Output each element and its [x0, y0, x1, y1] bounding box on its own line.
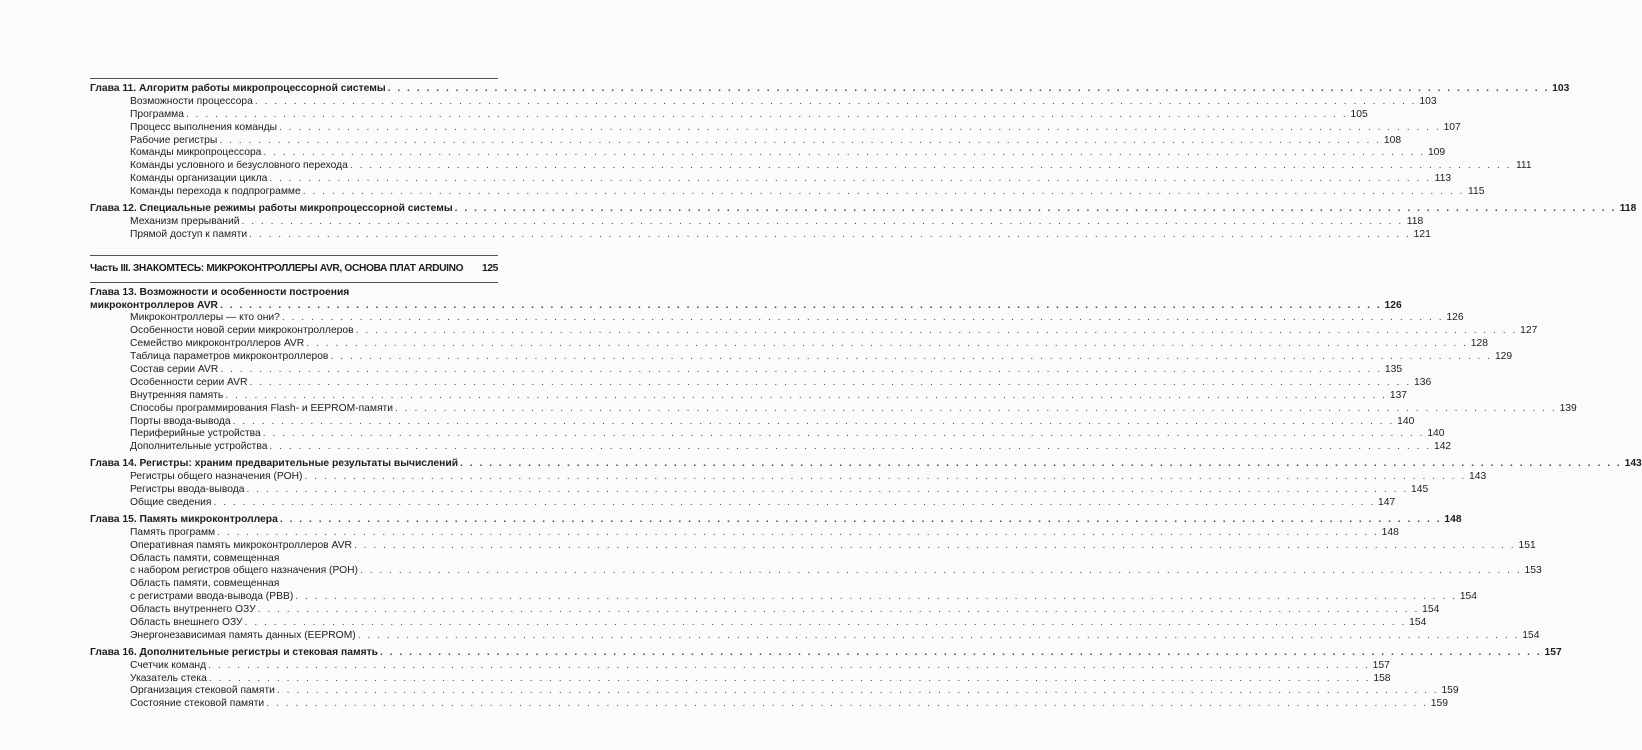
- toc-section[interactable]: [90, 186, 1485, 199]
- toc-section[interactable]: [90, 325, 1538, 338]
- leader-dots: . . . . . . . . . . . . . . . . . . . . . . . . . . . . . . . . . . . . . . . . . . . . . . . . . . . . . . . . . . . . . . . . . . . . . . . . . . . . . . . . . . . . . . . . . . . . . . . . . . . . . . . . . . . . . . . . . . . . . . . .: [395, 402, 1557, 414]
- toc-section[interactable]: [90, 578, 498, 591]
- toc-title: Счетчик команд: [130, 659, 207, 671]
- page-number: 127: [1520, 325, 1538, 337]
- toc-section[interactable]: [90, 496, 1396, 510]
- toc-title: Состав серии AVR: [130, 364, 219, 376]
- page-number: 153: [1524, 565, 1542, 577]
- leader-dots: . . . . . . . . . . . . . . . . . . . . . . . . . . . . . . . . . . . . . . . . . . . . . . . . . . . . . . . . . . . . . . . . . . . . . . . . . . . . . . . . . . . . . . . . . . . . . . . . . . . . . . . . . . . . . . . . . . . . . . . .: [266, 698, 1428, 710]
- leader-dots: . . . . . . . . . . . . . . . . . . . . . . . . . . . . . . . . . . . . . . . . . . . . . . . . . . . . . . . . . . . . . . . . . . . . . . . . . . . . . . . . . . . . . . . . . . . . . . . . . . . . . . . . . . . . . . . . . . . . . . . .: [269, 173, 1432, 185]
- toc-section[interactable]: [90, 672, 1391, 686]
- toc-title: Команды организации цикла: [130, 173, 268, 185]
- page-number: 139: [1559, 402, 1577, 414]
- page-number: 159: [1441, 685, 1459, 697]
- toc-title: Прямой доступ к памяти: [130, 228, 248, 240]
- toc-section[interactable]: [90, 428, 1445, 441]
- toc-title: Указатель стека: [130, 672, 207, 684]
- toc-title: Команды условного и безусловного перехода: [130, 160, 348, 172]
- leader-dots: . . . . . . . . . . . . . . . . . . . . . . . . . . . . . . . . . . . . . . . . . . . . . . . . . . . . . . . . . . . . . . . . . . . . . . . . . . . . . . . . . . . . . . . . . . . . . . . . . . . . . . . . . . . . . . . . . . . . . . . .: [460, 458, 1622, 470]
- leader-dots: . . . . . . . . . . . . . . . . . . . . . . . . . . . . . . . . . . . . . . . . . . . . . . . . . . . . . . . . . . . . . . . . . . . . . . . . . . . . . . . . . . . . . . . . . . . . . . . . . . . . . . . . . . . . . . . . . . . . . . . .: [454, 203, 1617, 215]
- leader-dots: . . . . . . . . . . . . . . . . . . . . . . . . . . . . . . . . . . . . . . . . . . . . . . . . . . . . . . . . . . . . . . . . . . . . . . . . . . . . . . . . . . . . . . . . . . . . . . . . . . . . . . . . . . . . . . . . . . . . . . . .: [225, 389, 1388, 401]
- page-number: 111: [1515, 160, 1532, 172]
- page-number: 159: [1430, 698, 1448, 710]
- toc-title: Область внешнего ОЗУ: [130, 616, 243, 628]
- toc-section[interactable]: [90, 604, 1440, 617]
- toc-section[interactable]: [90, 134, 1402, 148]
- leader-dots: . . . . . . . . . . . . . . . . . . . . . . . . . . . . . . . . . . . . . . . . . . . . . . . . . . . . . . . . . . . . . . . . . . . . . . . . . . . . . . . . . . . . . . . . . . . . . . . . . . . . . . . . . . . . . . . . . . . . . . . .: [379, 646, 1542, 658]
- toc-title: Регистры общего назначения (РОН): [130, 471, 303, 483]
- leader-dots: . . . . . . . . . . . . . . . . . . . . . . . . . . . . . . . . . . . . . . . . . . . . . . . . . . . . . . . . . . . . . . . . . . . . . . . . . . . . . . . . . . . . . . . . . . . . . . . . . . . . . . . . . . . . . . . . . . . . . . . .: [208, 672, 1371, 684]
- toc-title: Энергонезависимая память данных (EEPROM): [130, 629, 356, 641]
- page-number: 103: [1419, 95, 1437, 107]
- toc-title: Оперативная память микроконтроллеров AVR: [130, 539, 352, 551]
- page-number: 143: [1624, 458, 1642, 470]
- toc-title: Механизм прерываний: [130, 215, 240, 227]
- page-number: 121: [1413, 228, 1431, 240]
- toc-title: Область внутреннего ОЗУ: [130, 604, 256, 616]
- leader-dots: . . . . . . . . . . . . . . . . . . . . . . . . . . . . . . . . . . . . . . . . . . . . . . . . . . . . . . . . . . . . . . . . . . . . . . . . . . . . . . . . . . . . . . . . . . . . . . . . . . . . . . . . . . . . . . . . . . . . . . . .: [387, 83, 1550, 94]
- page-number: 126: [1446, 312, 1464, 324]
- leader-dots: . . . . . . . . . . . . . . . . . . . . . . . . . . . . . . . . . . . . . . . . . . . . . . . . . . . . . . . . . . . . . . . . . . . . . . . . . . . . . . . . . . . . . . . . . . . . . . . . . . . . . . . . . . . . . . . . . . . . . . . .: [304, 471, 1467, 483]
- toc-title: Состояние стековой памяти: [130, 698, 265, 710]
- toc-title: Команды перехода к подпрограмме: [130, 186, 301, 198]
- toc-section[interactable]: [90, 108, 1368, 122]
- toc-section[interactable]: [90, 539, 1536, 553]
- leader-dots: . . . . . . . . . . . . . . . . . . . . . . . . . . . . . . . . . . . . . . . . . . . . . . . . . . . . . . . . . . . . . . . . . . . . . . . . . . . . . . . . . . . . . . . . . . . . . . . . . . . . . . . . . . . . . . . . . . . . . . . .: [208, 659, 1370, 671]
- toc-section[interactable]: [90, 312, 1464, 325]
- toc-part[interactable]: [90, 262, 498, 276]
- toc-title: Семейство микроконтроллеров AVR: [130, 338, 305, 350]
- toc-section[interactable]: [90, 616, 1427, 630]
- leader-dots: . . . . . . . . . . . . . . . . . . . . . . . . . . . . . . . . . . . . . . . . . . . . . . . . . . . . . . . . . . . . . . . . . . . . . . . . . . . . . . . . . . . . . . . . . . . . . . . . . . . . . . . . . . . . . . . . . . . . . . . .: [279, 121, 1441, 133]
- table-of-contents: [90, 78, 1642, 711]
- toc-section[interactable]: [90, 553, 498, 566]
- leader-dots: . . . . . . . . . . . . . . . . . . . . . . . . . . . . . . . . . . . . . . . . . . . . . . . . . . . . . . . . . . . . . . . . . . . . . . . . . . . . . . . . . . . . . . . . . . . . . . . . . . . . . . . . . . . . . . . . . . . . . . . .: [276, 685, 1439, 697]
- page-number: 118: [1619, 203, 1637, 215]
- page-number: 140: [1397, 415, 1415, 427]
- toc-chapter[interactable]: [90, 299, 1402, 313]
- leader-dots: . . . . . . . . . . . . . . . . . . . . . . . . . . . . . . . . . . . . . . . . . . . . . . . . . . . . . . . . . . . . . . . . . . . . . . . . . . . . . . . . . . . . . . . . . . . . . . . . . . . . . . . . . . . . . . . . . . . . . . . .: [220, 299, 1382, 311]
- page-number: 137: [1389, 389, 1408, 401]
- page-number: 140: [1427, 428, 1445, 440]
- toc-title: Организация стековой памяти: [130, 685, 275, 697]
- toc-section[interactable]: [90, 526, 1399, 540]
- toc-section[interactable]: [90, 441, 1452, 454]
- toc-chapter[interactable]: [90, 287, 498, 300]
- leader-dots: . . . . . . . . . . . . . . . . . . . . . . . . . . . . . . . . . . . . . . . . . . . . . . . . . . . . . . . . . . . . . . . . . . . . . . . . . . . . . . . . . . . . . . . . . . . . . . . . . . . . . . . . . . . . . . . . . . . . . . . .: [360, 565, 1522, 577]
- toc-section[interactable]: [90, 389, 1408, 403]
- toc-section[interactable]: [90, 147, 1446, 160]
- page-number: 125: [482, 262, 498, 274]
- leader-dots: . . . . . . . . . . . . . . . . . . . . . . . . . . . . . . . . . . . . . . . . . . . . . . . . . . . . . . . . . . . . . . . . . . . . . . . . . . . . . . . . . . . . . . . . . . . . . . . . . . . . . . . . . . . . . . . . . . . . . . . .: [257, 604, 1420, 616]
- page-number: 118: [1406, 215, 1424, 227]
- toc-title: Особенности новой серии микроконтроллеров: [130, 325, 354, 337]
- page-number: 108: [1383, 134, 1402, 146]
- page-number: 143: [1469, 471, 1487, 483]
- toc-section[interactable]: [90, 215, 1424, 229]
- toc-title: Периферийные устройства: [130, 428, 261, 440]
- toc-title: Возможности процессора: [130, 95, 253, 107]
- toc-title: Таблица параметров микроконтроллеров: [130, 351, 329, 363]
- toc-section[interactable]: [90, 471, 1487, 484]
- page-number: 135: [1384, 364, 1403, 376]
- leader-dots: . . . . . . . . . . . . . . . . . . . . . . . . . . . . . . . . . . . . . . . . . . . . . . . . . . . . . . . . . . . . . . . . . . . . . . . . . . . . . . . . . . . . . . . . . . . . . . . . . . . . . . . . . . . . . . . . . . . . . . . .: [357, 629, 1520, 641]
- toc-chapter[interactable]: [90, 513, 1462, 527]
- leader-dots: . . . . . . . . . . . . . . . . . . . . . . . . . . . . . . . . . . . . . . . . . . . . . . . . . . . . . . . . . . . . . . . . . . . . . . . . . . . . . . . . . . . . . . . . . . . . . . . . . . . . . . . . . . . . . . . . . . . . . . . .: [353, 539, 1516, 551]
- leader-dots: . . . . . . . . . . . . . . . . . . . . . . . . . . . . . . . . . . . . . . . . . . . . . . . . . . . . . . . . . . . . . . . . . . . . . . . . . . . . . . . . . . . . . . . . . . . . . . . . . . . . . . . . . . . . . . . . . . . . . . . .: [241, 215, 1404, 227]
- page-number: 147: [1378, 496, 1396, 508]
- toc-title: Глава 15. Память микроконтроллера: [90, 513, 278, 525]
- page-number: 142: [1433, 441, 1452, 453]
- page-number: 154: [1409, 616, 1427, 628]
- toc-title: Глава 11. Алгоритм работы микропроцессорной системы: [90, 83, 386, 94]
- page-number: 128: [1470, 338, 1488, 350]
- page-number: 109: [1427, 147, 1446, 159]
- page-number: 113: [1434, 173, 1452, 185]
- toc-section[interactable]: [90, 351, 1513, 364]
- toc-section[interactable]: [90, 95, 1437, 109]
- toc-section[interactable]: [90, 415, 1415, 429]
- toc-title: Регистры ввода-вывода: [130, 484, 245, 496]
- leader-dots: . . . . . . . . . . . . . . . . . . . . . . . . . . . . . . . . . . . . . . . . . . . . . . . . . . . . . . . . . . . . . . . . . . . . . . . . . . . . . . . . . . . . . . . . . . . . . . . . . . . . . . . . . . . . . . . . . . . . . . . .: [355, 325, 1518, 337]
- leader-dots: . . . . . . . . . . . . . . . . . . . . . . . . . . . . . . . . . . . . . . . . . . . . . . . . . . . . . . . . . . . . . . . . . . . . . . . . . . . . . . . . . . . . . . . . . . . . . . . . . . . . . . . . . . . . . . . . . . . . . . . .: [217, 526, 1379, 538]
- page-number: 107: [1443, 121, 1461, 133]
- page-number: 157: [1372, 659, 1390, 671]
- page-number: 145: [1411, 484, 1429, 496]
- toc-title: Микроконтроллеры — кто они?: [130, 312, 280, 324]
- leader-dots: . . . . . . . . . . . . . . . . . . . . . . . . . . . . . . . . . . . . . . . . . . . . . . . . . . . . . . . . . . . . . . . . . . . . . . . . . . . . . . . . . . . . . . . . . . . . . . . . . . . . . . . . . . . . . . . . . . . . . . . .: [185, 108, 1348, 120]
- toc-section[interactable]: [90, 685, 1459, 698]
- toc-section[interactable]: [90, 338, 1488, 351]
- leader-dots: . . . . . . . . . . . . . . . . . . . . . . . . . . . . . . . . . . . . . . . . . . . . . . . . . . . . . . . . . . . . . . . . . . . . . . . . . . . . . . . . . . . . . . . . . . . . . . . . . . . . . . . . . . . . . . . . . . . . . . . .: [330, 351, 1493, 363]
- toc-title: Дополнительные устройства: [130, 441, 268, 453]
- toc-title: Часть III. ЗНАКОМТЕСЬ: МИКРОКОНТРОЛЛЕРЫ AVR, ОСНОВА ПЛАТ ARDUINO: [90, 262, 464, 274]
- page-number: 154: [1459, 591, 1477, 603]
- toc-section[interactable]: [90, 121, 1461, 135]
- leader-dots: . . . . . . . . . . . . . . . . . . . . . . . . . . . . . . . . . . . . . . . . . . . . . . . . . . . . . . . . . . . . . . . . . . . . . . . . . . . . . . . . . . . . . . . . . . . . . . . . . . . . . . . . . . . . . . . . . . . . . . . .: [281, 312, 1444, 324]
- page-number: 154: [1522, 629, 1540, 641]
- leader-dots: . . . . . . . . . . . . . . . . . . . . . . . . . . . . . . . . . . . . . . . . . . . . . . . . . . . . . . . . . . . . . . . . . . . . . . . . . . . . . . . . . . . . . . . . . . . . . . . . . . . . . . . . . . . . . . . . . . . . . . . .: [254, 95, 1417, 107]
- leader-dots: . . . . . . . . . . . . . . . . . . . . . . . . . . . . . . . . . . . . . . . . . . . . . . . . . . . . . . . . . . . . . . . . . . . . . . . . . . . . . . . . . . . . . . . . . . . . . . . . . . . . . . . . . . . . . . . . . . . . . . . .: [263, 147, 1426, 159]
- toc-section[interactable]: [90, 173, 1452, 186]
- toc-chapter[interactable]: [90, 203, 1637, 216]
- toc-section[interactable]: [90, 698, 1448, 711]
- toc-title: Глава 13. Возможности и особенности построения: [90, 286, 350, 298]
- leader-dots: . . . . . . . . . . . . . . . . . . . . . . . . . . . . . . . . . . . . . . . . . . . . . . . . . . . . . . . . . . . . . . . . . . . . . . . . . . . . . . . . . . . . . . . . . . . . . . . . . . . . . . . . . . . . . . . . . . . . . . . .: [244, 616, 1407, 628]
- leader-dots: . . . . . . . . . . . . . . . . . . . . . . . . . . . . . . . . . . . . . . . . . . . . . . . . . . . . . . . . . . . . . . . . . . . . . . . . . . . . . . . . . . . . . . . . . . . . . . . . . . . . . . . . . . . . . . . . . . . . . . . .: [249, 228, 1411, 240]
- leader-dots: . . . . . . . . . . . . . . . . . . . . . . . . . . . . . . . . . . . . . . . . . . . . . . . . . . . . . . . . . . . . . . . . . . . . . . . . . . . . . . . . . . . . . . . . . . . . . . . . . . . . . . . . . . . . . . . . . . . . . . . .: [306, 338, 1468, 350]
- toc-title: с регистрами ввода-вывода (РВВ): [130, 591, 294, 603]
- toc-section[interactable]: [90, 591, 1477, 604]
- page-number: 148: [1381, 526, 1399, 538]
- toc-chapter[interactable]: [90, 458, 1642, 471]
- toc-title: Особенности серии AVR: [130, 376, 248, 388]
- toc-title: Рабочие регистры: [130, 134, 218, 146]
- page-number: 151: [1518, 539, 1536, 551]
- toc-title: Область памяти, совмещенная: [130, 552, 280, 564]
- leader-dots: . . . . . . . . . . . . . . . . . . . . . . . . . . . . . . . . . . . . . . . . . . . . . . . . . . . . . . . . . . . . . . . . . . . . . . . . . . . . . . . . . . . . . . . . . . . . . . . . . . . . . . . . . . . . . . . . . . . . . . . .: [219, 134, 1382, 146]
- toc-title: Команды микропроцессора: [130, 147, 262, 159]
- toc-title: Глава 12. Специальные режимы работы микропроцессорной системы: [90, 203, 453, 215]
- toc-section[interactable]: [90, 402, 1577, 416]
- toc-title: Внутренняя память: [130, 389, 224, 401]
- leader-dots: . . . . . . . . . . . . . . . . . . . . . . . . . . . . . . . . . . . . . . . . . . . . . . . . . . . . . . . . . . . . . . . . . . . . . . . . . . . . . . . . . . . . . . . . . . . . . . . . . . . . . . . . . . . . . . . . . . . . . . . .: [279, 513, 1442, 525]
- toc-section[interactable]: [90, 659, 1390, 673]
- toc-section[interactable]: [90, 160, 1532, 173]
- toc-chapter[interactable]: [90, 83, 1570, 96]
- toc-title: микроконтроллеров AVR: [90, 299, 218, 311]
- toc-section[interactable]: [90, 629, 1540, 643]
- toc-title: Процесс выполнения команды: [130, 121, 278, 133]
- toc-title: Глава 16. Дополнительные регистры и стековая память: [90, 646, 378, 658]
- toc-title: Порты ввода-вывода: [130, 415, 231, 427]
- toc-section[interactable]: [90, 565, 1542, 578]
- leader-dots: . . . . . . . . . . . . . . . . . . . . . . . . . . . . . . . . . . . . . . . . . . . . . . . . . . . . . . . . . . . . . . . . . . . . . . . . . . . . . . . . . . . . . . . . . . . . . . . . . . . . . . . . . . . . . . . . . . . . . . . .: [349, 160, 1512, 172]
- toc-section[interactable]: [90, 228, 1431, 242]
- leader-dots: . . . . . . . . . . . . . . . . . . . . . . . . . . . . . . . . . . . . . . . . . . . . . . . . . . . . . . . . . . . . . . . . . . . . . . . . . . . . . . . . . . . . . . . . . . . . . . . . . . . . . . . . . . . . . . . . . . . . . . . .: [262, 428, 1425, 440]
- toc-title: Глава 14. Регистры: храним предварительные результаты вычислений: [90, 458, 459, 470]
- page-number: 105: [1350, 108, 1368, 120]
- toc-title: Область памяти, совмещенная: [130, 578, 280, 590]
- toc-section[interactable]: [90, 376, 1432, 390]
- page-number: 158: [1373, 672, 1391, 684]
- leader-dots: . . . . . . . . . . . . . . . . . . . . . . . . . . . . . . . . . . . . . . . . . . . . . . . . . . . . . . . . . . . . . . . . . . . . . . . . . . . . . . . . . . . . . . . . . . . . . . . . . . . . . . . . . . . . . . . . . . . . . . . .: [302, 186, 1465, 198]
- toc-title: Общие сведения: [130, 496, 212, 508]
- toc-title: Память программ: [130, 526, 216, 538]
- leader-dots: . . . . . . . . . . . . . . . . . . . . . . . . . . . . . . . . . . . . . . . . . . . . . . . . . . . . . . . . . . . . . . . . . . . . . . . . . . . . . . . . . . . . . . . . . . . . . . . . . . . . . . . . . . . . . . . . . . . . . . . .: [246, 484, 1409, 496]
- toc-title: Способы программирования Flash- и EEPROM-памяти: [130, 402, 394, 414]
- leader-dots: . . . . . . . . . . . . . . . . . . . . . . . . . . . . . . . . . . . . . . . . . . . . . . . . . . . . . . . . . . . . . . . . . . . . . . . . . . . . . . . . . . . . . . . . . . . . . . . . . . . . . . . . . . . . . . . . . . . . . . . .: [220, 364, 1383, 376]
- page-number: 136: [1414, 376, 1432, 388]
- page-number: 154: [1422, 604, 1440, 616]
- leader-dots: . . . . . . . . . . . . . . . . . . . . . . . . . . . . . . . . . . . . . . . . . . . . . . . . . . . . . . . . . . . . . . . . . . . . . . . . . . . . . . . . . . . . . . . . . . . . . . . . . . . . . . . . . . . . . . . . . . . . . . . .: [295, 591, 1457, 603]
- toc-chapter[interactable]: [90, 646, 1562, 660]
- page-number: 103: [1552, 83, 1570, 94]
- leader-dots: . . . . . . . . . . . . . . . . . . . . . . . . . . . . . . . . . . . . . . . . . . . . . . . . . . . . . . . . . . . . . . . . . . . . . . . . . . . . . . . . . . . . . . . . . . . . . . . . . . . . . . . . . . . . . . . . . . . . . . . .: [269, 441, 1432, 453]
- toc-title: с набором регистров общего назначения (РОН): [130, 565, 358, 577]
- toc-section[interactable]: [90, 484, 1429, 497]
- leader-dots: . . . . . . . . . . . . . . . . . . . . . . . . . . . . . . . . . . . . . . . . . . . . . . . . . . . . . . . . . . . . . . . . . . . . . . . . . . . . . . . . . . . . . . . . . . . . . . . . . . . . . . . . . . . . . . . . . . . . . . . .: [232, 415, 1395, 427]
- page-number: 115: [1468, 186, 1485, 198]
- toc-title: Программа: [130, 108, 184, 120]
- page-number: 157: [1544, 646, 1562, 658]
- page-number: 126: [1384, 299, 1402, 311]
- page-number: 129: [1494, 351, 1513, 363]
- toc-section[interactable]: [90, 364, 1403, 377]
- leader-dots: . . . . . . . . . . . . . . . . . . . . . . . . . . . . . . . . . . . . . . . . . . . . . . . . . . . . . . . . . . . . . . . . . . . . . . . . . . . . . . . . . . . . . . . . . . . . . . . . . . . . . . . . . . . . . . . . . . . . . . . .: [213, 496, 1376, 508]
- page-number: 148: [1444, 513, 1462, 525]
- leader-dots: . . . . . . . . . . . . . . . . . . . . . . . . . . . . . . . . . . . . . . . . . . . . . . . . . . . . . . . . . . . . . . . . . . . . . . . . . . . . . . . . . . . . . . . . . . . . . . . . . . . . . . . . . . . . . . . . . . . . . . . .: [249, 376, 1412, 388]
